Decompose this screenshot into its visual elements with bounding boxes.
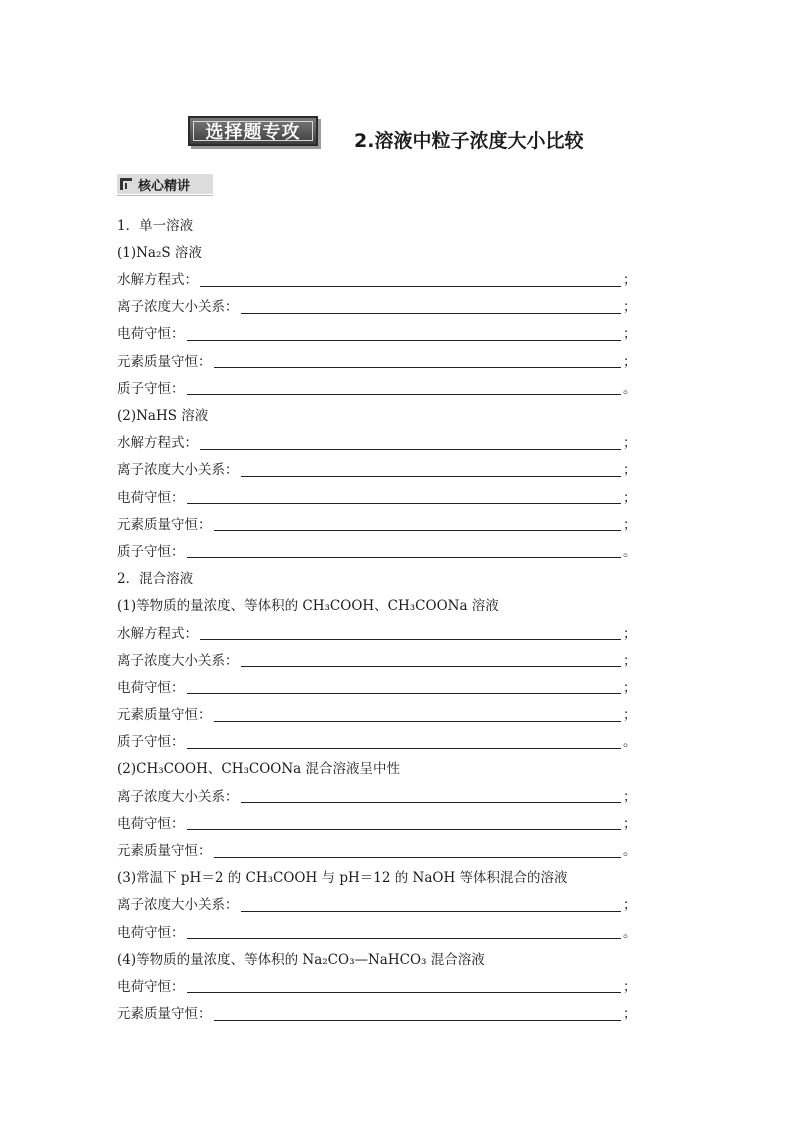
topic-badge xyxy=(188,116,318,146)
answer-blank[interactable] xyxy=(214,529,622,531)
line-end-punctuation: 。 xyxy=(623,843,637,859)
fill-line-label: 离子浓度大小关系： xyxy=(117,462,239,479)
fill-line-label: 水解方程式： xyxy=(117,435,198,452)
fill-line-label: 元素质量守恒： xyxy=(117,1006,212,1023)
line-end-punctuation: ； xyxy=(623,815,637,832)
worksheet-text-line: (4)等物质的量浓度、等体积的 Na₂CO₃—NaHCO₃ 混合溶液 xyxy=(117,951,485,968)
worksheet-fill-line xyxy=(117,781,637,808)
page-title: 2.溶液中粒子浓度大小比较 xyxy=(354,130,584,152)
worksheet-text-line: (3)常温下 pH＝2 的 CH₃COOH 与 pH＝12 的 NaOH 等体积混合的溶液 xyxy=(117,870,568,887)
answer-blank[interactable] xyxy=(214,720,622,722)
section-heading xyxy=(117,174,213,194)
line-end-punctuation: ； xyxy=(623,435,637,452)
fill-line-label: 质子守恒： xyxy=(117,734,185,751)
fill-line-label: 元素质量守恒： xyxy=(117,353,212,370)
line-end-punctuation: 。 xyxy=(623,734,637,751)
line-end-punctuation: 。 xyxy=(623,380,637,397)
fill-line-label: 质子守恒： xyxy=(117,380,185,397)
line-end-punctuation: 。 xyxy=(623,924,637,941)
fill-line-label: 水解方程式： xyxy=(117,272,198,289)
worksheet-fill-line xyxy=(117,727,637,754)
worksheet-body xyxy=(117,210,637,1026)
answer-blank[interactable] xyxy=(187,937,622,939)
answer-blank[interactable] xyxy=(200,448,621,450)
fill-line-label: 元素质量守恒： xyxy=(117,516,212,533)
fill-line-label: 电荷守恒： xyxy=(117,489,185,506)
page-header xyxy=(188,116,628,160)
worksheet-fill-line xyxy=(117,917,637,944)
line-end-punctuation: ； xyxy=(623,625,637,642)
fill-line-label: 离子浓度大小关系： xyxy=(117,897,239,914)
line-end-punctuation: ； xyxy=(623,516,637,533)
worksheet-fill-line xyxy=(117,699,637,726)
line-end-punctuation: ； xyxy=(623,679,637,696)
section-marker-icon xyxy=(120,178,132,190)
worksheet-text-line: (2)CH₃COOH、CH₃COONa 混合溶液呈中性 xyxy=(117,761,401,778)
worksheet-fill-line xyxy=(117,645,637,672)
fill-line-label: 电荷守恒： xyxy=(117,326,185,343)
answer-blank[interactable] xyxy=(241,801,622,803)
worksheet-fill-line xyxy=(117,618,637,645)
line-end-punctuation: ； xyxy=(623,897,637,914)
worksheet-text-line: 2．混合溶液 xyxy=(117,571,194,588)
line-end-punctuation: ； xyxy=(623,353,637,370)
worksheet-fill-line xyxy=(117,319,637,346)
worksheet-fill-line xyxy=(117,672,637,699)
topic-badge-label: 选择题专攻 xyxy=(193,121,313,141)
worksheet-fill-line xyxy=(117,890,637,917)
worksheet-fill-line xyxy=(117,998,637,1025)
worksheet-fill-line xyxy=(117,482,637,509)
fill-line-label: 元素质量守恒： xyxy=(117,843,212,859)
line-end-punctuation: ； xyxy=(623,272,637,289)
worksheet-text-line: (1)Na₂S 溶液 xyxy=(117,244,202,261)
answer-blank[interactable] xyxy=(187,692,622,694)
fill-line-label: 电荷守恒： xyxy=(117,924,185,941)
answer-blank[interactable] xyxy=(214,856,622,858)
answer-blank[interactable] xyxy=(187,556,622,558)
worksheet-fill-line xyxy=(117,971,637,998)
worksheet-text-line: (1)等物质的量浓度、等体积的 CH₃COOH、CH₃COONa 溶液 xyxy=(117,598,499,615)
worksheet-text-line: (2)NaHS 溶液 xyxy=(117,408,209,424)
fill-line-label: 质子守恒： xyxy=(117,543,185,560)
answer-blank[interactable] xyxy=(187,393,622,395)
answer-blank[interactable] xyxy=(241,475,622,477)
fill-line-label: 水解方程式： xyxy=(117,625,198,642)
worksheet-fill-line xyxy=(117,292,637,319)
fill-line-label: 离子浓度大小关系： xyxy=(117,788,239,805)
answer-blank[interactable] xyxy=(241,910,622,912)
fill-line-label: 离子浓度大小关系： xyxy=(117,299,239,316)
line-end-punctuation: 。 xyxy=(623,543,637,560)
line-end-punctuation: ； xyxy=(623,462,637,479)
answer-blank[interactable] xyxy=(187,747,622,749)
worksheet-text-line: 1．单一溶液 xyxy=(117,217,194,234)
worksheet-fill-line xyxy=(117,808,637,835)
section-divider xyxy=(117,195,213,196)
line-end-punctuation: ； xyxy=(623,788,637,805)
answer-blank[interactable] xyxy=(200,638,621,640)
worksheet-fill-line xyxy=(117,264,637,291)
answer-blank[interactable] xyxy=(214,1019,622,1021)
line-end-punctuation: ； xyxy=(623,326,637,343)
line-end-punctuation: ； xyxy=(623,299,637,316)
answer-blank[interactable] xyxy=(187,991,622,993)
worksheet-fill-line xyxy=(117,509,637,536)
answer-blank[interactable] xyxy=(187,339,622,341)
answer-blank[interactable] xyxy=(241,312,622,314)
answer-blank[interactable] xyxy=(241,665,622,667)
fill-line-label: 元素质量守恒： xyxy=(117,707,212,724)
fill-line-label: 电荷守恒： xyxy=(117,815,185,832)
answer-blank[interactable] xyxy=(200,285,621,287)
worksheet-fill-line xyxy=(117,346,637,373)
worksheet-fill-line xyxy=(117,455,637,482)
line-end-punctuation: ； xyxy=(623,707,637,724)
answer-blank[interactable] xyxy=(214,366,622,368)
line-end-punctuation: ； xyxy=(623,978,637,995)
fill-line-label: 离子浓度大小关系： xyxy=(117,652,239,669)
answer-blank[interactable] xyxy=(187,828,622,830)
line-end-punctuation: ； xyxy=(623,1006,637,1023)
worksheet-fill-line xyxy=(117,835,637,862)
fill-line-label: 电荷守恒： xyxy=(117,679,185,696)
worksheet-fill-line xyxy=(117,428,637,455)
worksheet-fill-line xyxy=(117,536,637,563)
worksheet-fill-line xyxy=(117,373,637,400)
fill-line-label: 电荷守恒： xyxy=(117,978,185,995)
section-heading-label: 核心精讲 xyxy=(138,178,191,194)
answer-blank[interactable] xyxy=(187,502,622,504)
line-end-punctuation: ； xyxy=(623,652,637,669)
line-end-punctuation: ； xyxy=(623,489,637,506)
